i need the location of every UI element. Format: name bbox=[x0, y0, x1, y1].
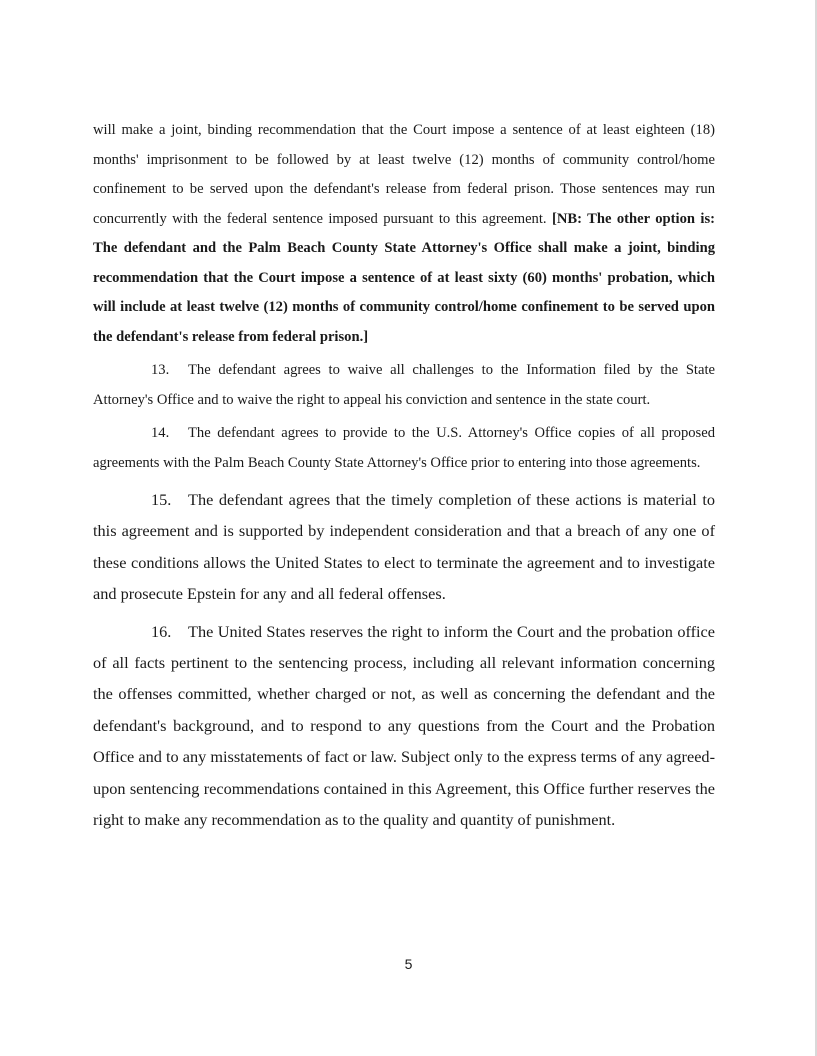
paragraph-13-text: The defendant agrees to waive all challenges to the Information filed by the State Attorney's Office and to waive the right to appeal his conviction and sentence in the state court. bbox=[93, 362, 715, 408]
paragraph-16 bbox=[93, 616, 715, 836]
paragraph-15 bbox=[93, 484, 715, 610]
paragraph-13-number: 13. bbox=[151, 362, 170, 378]
paragraph-16-text: The United States reserves the right to inform the Court and the probation office of all facts pertinent to the sentencing process, including all relevant information concerning the offenses committed, whether charged or not, as well as concerning the defendant and the defendant's background, and to respond to any questions from the Court and the Probation Office and to any misstatements of fact or law. Subject only to the express terms of any agreed-upon sentencing recommendations contained in this Agreement, this Office further reserves the right to make any recommendation as to the quality and quantity of punishment. bbox=[93, 621, 715, 830]
paragraph-14-text: The defendant agrees to provide to the U.S. Attorney's Office copies of all proposed agreements with the Palm Beach County State Attorney's Office prior to entering into those agreements. bbox=[93, 425, 715, 471]
paragraph-14 bbox=[93, 419, 715, 478]
document-body bbox=[93, 116, 715, 835]
paragraph-12-continuation bbox=[93, 116, 715, 352]
paragraph-12-text: will make a joint, binding recommendation that the Court impose a sentence of at least eighteen (18) months' imprisonment to be followed by at least twelve (12) months of community control/home confinement to be served upon the defendant's release from federal prison. Those sentences may run concurrently with the federal sentence imposed pursuant to this agreement. bbox=[93, 122, 715, 227]
paragraph-15-text: The defendant agrees that the timely completion of these actions is material to this agreement and is supported by independent consideration and that a breach of any one of these conditions allows the United States to elect to terminate the agreement and to investigate and prosecute Epstein for any and all federal offenses. bbox=[93, 490, 715, 604]
paragraph-13 bbox=[93, 356, 715, 415]
paragraph-15-number: 15. bbox=[151, 490, 172, 509]
paragraph-12-bold-note: [NB: The other option is: The defendant and the Palm Beach County State Attorney's Office shall make a joint, binding recommendation that the Court impose a sentence of at least sixty (60) months' probation, which will include at least twelve (12) months of community control/home confinement to be served upon the defendant's release from federal prison.] bbox=[93, 210, 715, 345]
paragraph-14-number: 14. bbox=[151, 425, 170, 441]
paragraph-16-number: 16. bbox=[151, 621, 172, 641]
page-number: 5 bbox=[404, 956, 413, 972]
